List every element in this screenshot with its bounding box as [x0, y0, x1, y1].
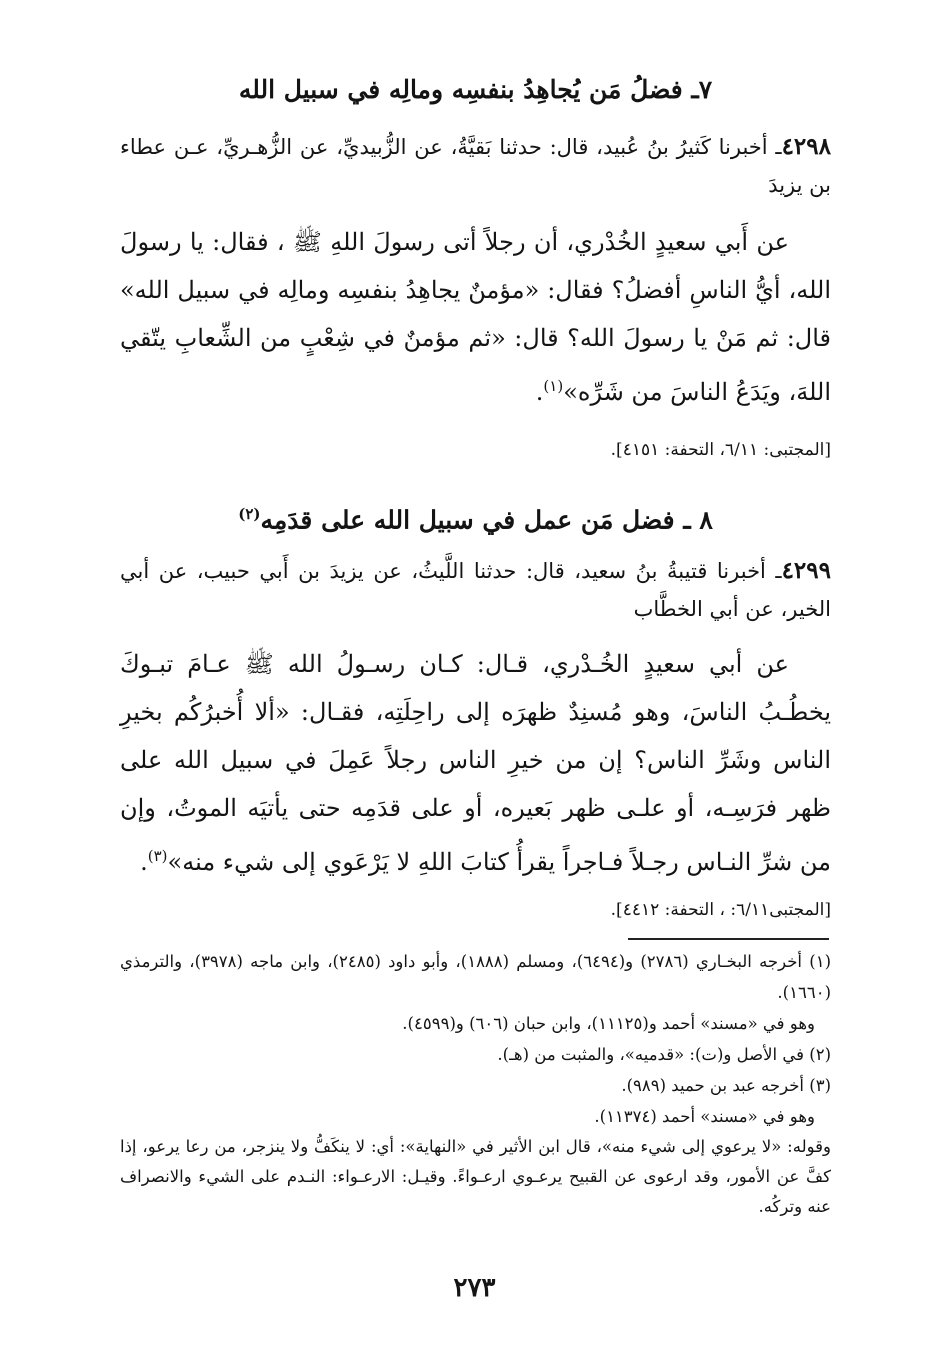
matn-text: عن أبي سعيدٍ الخُـدْري، قـال: كـان رسـولُ الله ﷺ عـامَ تبـوكَ يخطُـبُ الناسَ، وهو مُسنِدٌ ظهرَه إلى راحِلَتِه، فقـال: «ألا أُخبرُكُم بخيرِ الناس وشَرِّ الناس؟ إن من خيرِ الناس رجلاً عَمِلَ في سبيل الله على ظهر فرَسِـه، أو علـى ظهر بَعيره، أو على قدَمِه حتى يأتيَه الموتُ، وإن من شرِّ النـاس رجـلاً فـاجراً يقرأُ كتابَ اللهِ لا يَرْعَوي إلى شيء منه»: [120, 650, 831, 876]
reference-text: [المجتبى: ٦/١١، التحفة: ٤١٥١].: [610, 440, 831, 460]
footnote-divider: [628, 938, 829, 940]
matn-text: عن أَبي سعيدٍ الخُدْري، أن رجلاً أتى رسولَ اللهِ ﷺ ، فقال: يا رسولَ الله، أيُّ الناسِ أفضلُ؟ فقال: «مؤمنٌ يجاهِدُ بنفسِه ومالِه في سبيل الله» قال: ثم مَنْ يا رسولَ الله؟ قال: «ثم مؤمنٌ في شِعْبٍ من الشِّعابِ يتّقي اللهَ، ويَدَعُ الناسَ من شَرِّه»: [120, 228, 832, 406]
footnote-3: (٣) أخرجه عبد بن حميد (٩٨٩).: [621, 1076, 831, 1095]
footnote-ref: (٢): [238, 505, 261, 523]
hadith-isnad-4298: [120, 128, 831, 204]
chapter-heading-8: [120, 494, 831, 540]
page-number: ٢٧٣: [453, 1273, 496, 1303]
chapter-title: ٧ـ فضلُ مَن يُجاهِدُ بنفسِه ومالِه في سبيل الله: [238, 75, 713, 104]
hadith-isnad-4299: [120, 552, 831, 628]
hadith-reference-4299: [120, 898, 831, 922]
chapter-title: ٨ ـ فضل مَن عمل في سبيل الله على قدَمِه: [260, 505, 713, 535]
matn-end: .: [140, 848, 148, 876]
reference-text: [المجتبى٦/١١: ، التحفة: ٤٤١٢].: [610, 900, 831, 920]
footnote-1: (١) أخرجه البخـاري (٢٧٨٦) و(٦٤٩٤)، ومسلم (١٨٨٨)، وأبو داود (٢٤٨٥)، وابن ماجه (٣٩٧٨)، والترمذي (١٦٦٠).: [120, 952, 831, 1002]
chapter-heading-7: [120, 70, 831, 110]
hadith-matn-4298: [120, 218, 831, 416]
matn-end: .: [535, 378, 544, 406]
footnote-3-gloss: وقوله: «لا يرعوي إلى شيء منه»، قال ابن الأثير في «النهاية»: أي: لا ينكَفُّ ولا ينزجر، من رعا يرعو، إذا كفَّ عن الأمور، وقد ارعوى عن القبيح يرعـوي ارعـواءً. وقيـل: الارعـواء: النـدم على الشيء والانصراف عنه وتركُه.: [120, 1137, 831, 1216]
hadith-reference-4298: [120, 438, 831, 462]
hadith-number: ٤٢٩٨: [781, 133, 831, 160]
footnote-1-cont: وهو في «مسند» أحمد و(١١١٢٥)، وابن حبان (٦٠٦) و(٤٥٩٩).: [402, 1014, 815, 1033]
footnote-2: (٢) في الأصل و(ت): «قدميه»، والمثبت من (هـ).: [497, 1045, 831, 1064]
footnotes: [120, 946, 831, 1222]
footnote-3-cont: وهو في «مسند» أحمد (١١٣٧٤).: [594, 1107, 815, 1126]
footnote-ref: (١): [543, 377, 564, 395]
footnote-ref: (٣): [147, 847, 168, 865]
hadith-number: ٤٢٩٩: [781, 557, 831, 584]
isnad-text: ـ أخبرنا قتيبةُ بنُ سعيد، قال: حدثنا اللَّيثُ، عن يزيدَ بن أَبي حبيب، عن أبي الخير، عن أبي الخطَّاب: [120, 559, 831, 621]
isnad-text: ـ أخبرنا كَثيرُ بنُ عُبيد، قال: حدثنا بَقيَّةُ، عن الزُّبيديِّ، عن الزُّهـريِّ، عـن عطاء بن يزيدَ: [120, 135, 831, 197]
hadith-matn-4299: [120, 640, 831, 886]
